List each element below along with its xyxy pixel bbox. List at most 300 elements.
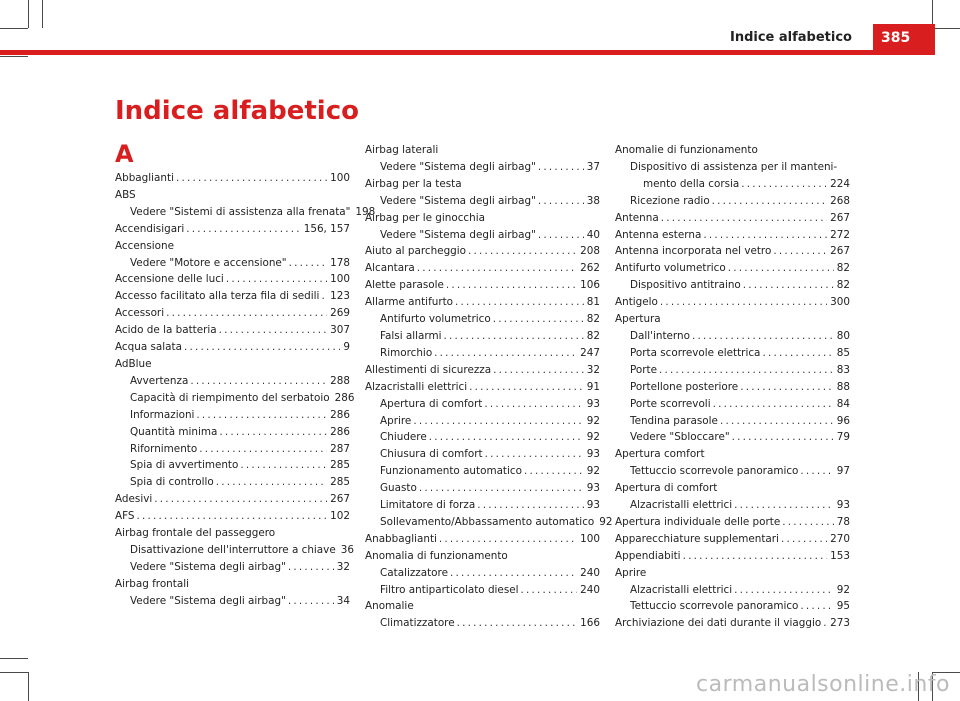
header-rule: [0, 50, 935, 55]
index-entry: [615, 294, 850, 311]
index-term: Alzacristalli elettrici: [630, 583, 733, 596]
index-entry: [115, 457, 350, 474]
index-page-ref[interactable]: 286: [330, 425, 350, 438]
index-term: Rimorchio: [380, 346, 433, 359]
dot-leader: [164, 305, 327, 322]
index-term: Vedere "Sistema degli airbag": [380, 160, 536, 173]
dot-leader: [711, 396, 834, 413]
index-term: Porte: [630, 363, 657, 376]
index-term: Informazioni: [130, 408, 195, 421]
dot-leader: [174, 170, 327, 187]
index-page-ref[interactable]: 273: [830, 617, 850, 630]
index-term: Dispositivo antitraino: [630, 279, 741, 292]
index-term: Avvertenza: [130, 374, 189, 387]
index-term: Spia di controllo: [130, 476, 214, 489]
index-entry: [615, 362, 850, 379]
index-term: Anomalia di funzionamento: [365, 549, 508, 562]
index-term: Apparecchiature supplementari: [615, 532, 779, 545]
index-page-ref[interactable]: 92: [836, 583, 850, 596]
index-entry: [365, 328, 600, 345]
index-term: Antenna esterna: [615, 228, 702, 241]
index-page-ref[interactable]: 93: [836, 499, 850, 512]
index-term: Filtro antiparticolato diesel: [380, 583, 519, 596]
index-term: Ricezione radio: [630, 194, 710, 207]
dot-leader: [658, 294, 827, 311]
index-page-ref[interactable]: 224: [830, 177, 850, 190]
index-page-ref[interactable]: 300: [830, 296, 850, 309]
index-page-ref[interactable]: 267: [830, 245, 850, 258]
index-term: Adesivi: [115, 493, 153, 506]
index-entry: [115, 576, 350, 593]
index-page-ref[interactable]: 84: [836, 397, 850, 410]
index-page-ref[interactable]: 34: [336, 594, 350, 607]
dot-leader: [798, 463, 833, 480]
index-page-ref[interactable]: 285: [330, 476, 350, 489]
watermark: carmanualsonline.info: [696, 672, 950, 697]
index-entry: [115, 204, 376, 221]
index-entry: [115, 255, 350, 272]
index-term: Antifurto volumetrico: [615, 262, 726, 275]
index-term: Anabbaglianti: [365, 532, 437, 545]
index-page-ref[interactable]: 92: [586, 431, 600, 444]
dot-leader: [536, 159, 584, 176]
index-page-ref[interactable]: 240: [580, 583, 600, 596]
page-title: Indice alfabetico: [115, 96, 359, 126]
index-page-ref[interactable]: 123: [330, 290, 350, 303]
dot-leader: [732, 582, 834, 599]
dot-leader: [659, 210, 827, 227]
index-entry: [365, 277, 600, 294]
index-page-ref[interactable]: 208: [580, 245, 600, 258]
index-page-ref[interactable]: 106: [580, 279, 600, 292]
dot-leader: [455, 615, 578, 632]
index-page-ref[interactable]: 285: [330, 459, 350, 472]
index-term: Rifornimento: [130, 442, 198, 455]
index-entry: [115, 288, 350, 305]
index-term: Porta scorrevole elettrica: [630, 346, 761, 359]
dot-leader: [238, 457, 327, 474]
index-page-ref[interactable]: 38: [586, 194, 600, 207]
index-page-ref[interactable]: 93: [586, 499, 600, 512]
dot-leader: [286, 559, 334, 576]
index-entry: [115, 170, 350, 187]
index-term: Apertura: [615, 313, 661, 326]
index-term: AdBlue: [115, 357, 152, 370]
index-entry: [365, 210, 600, 227]
dot-leader: [738, 379, 834, 396]
index-term: Acido de la batteria: [115, 324, 217, 337]
index-term: Chiudere: [380, 431, 427, 444]
index-term: Allestimenti di sicurezza: [365, 363, 492, 376]
index-term: Accendisigari: [115, 222, 185, 235]
index-term: Funzionamento automatico: [380, 465, 522, 478]
dot-leader: [690, 328, 834, 345]
index-term: Alzacristalli elettrici: [630, 499, 733, 512]
index-entry: [115, 559, 350, 576]
index-term: Airbag laterali: [365, 144, 439, 156]
index-entry: [615, 227, 850, 244]
index-page-ref[interactable]: 81: [586, 296, 600, 309]
index-page-ref[interactable]: 307: [330, 324, 350, 337]
index-entry: [115, 339, 350, 356]
index-entry: [615, 277, 850, 294]
index-page-ref[interactable]: 288: [330, 374, 350, 387]
index-entry: [115, 356, 350, 373]
index-column-1: [115, 170, 376, 610]
index-term: mento della corsia: [643, 177, 740, 190]
index-entry: [365, 362, 600, 379]
index-page-ref[interactable]: 286: [330, 408, 350, 421]
index-page-ref[interactable]: 287: [330, 442, 350, 455]
dot-leader: [681, 548, 828, 565]
index-entry: [365, 548, 600, 565]
index-page-ref[interactable]: 32: [336, 560, 350, 573]
index-term: Vedere "Motore e accensione": [130, 256, 287, 269]
index-page-ref[interactable]: 79: [836, 431, 850, 444]
index-page-ref[interactable]: 36: [340, 543, 354, 556]
index-entry: [615, 446, 850, 463]
index-term: Accensione delle luci: [115, 273, 224, 286]
dot-leader: [135, 508, 328, 525]
index-term: Antenna incorporata nel vetro: [615, 245, 772, 258]
index-term: Chiusura di comfort: [380, 448, 483, 461]
index-entry: [365, 582, 600, 599]
index-entry: [615, 311, 850, 328]
index-entry: [365, 497, 600, 514]
index-term: Apertura di comfort: [615, 482, 718, 495]
index-entry: [365, 531, 600, 548]
index-entry: [365, 260, 600, 277]
index-term: Sollevamento/Abbassamento automatico: [380, 515, 595, 528]
index-page-ref[interactable]: 100: [580, 532, 600, 545]
index-page-ref[interactable]: 178: [330, 256, 350, 269]
index-page-ref[interactable]: 262: [580, 262, 600, 275]
index-entry: [615, 565, 850, 582]
index-term: Portellone posteriore: [630, 380, 739, 393]
index-page-ref[interactable]: 83: [836, 363, 850, 376]
dot-leader: [286, 593, 334, 610]
crop-mark: [28, 0, 29, 28]
index-term: Vedere "Sistema degli airbag": [130, 560, 286, 573]
index-entry: [115, 322, 350, 339]
index-term: Acqua salata: [115, 341, 182, 354]
dot-leader: [188, 373, 327, 390]
index-term: Allarme antifurto: [365, 296, 454, 309]
dot-leader: [432, 345, 577, 362]
index-page-ref[interactable]: 267: [330, 493, 350, 506]
index-entry: [615, 582, 850, 599]
index-page-ref[interactable]: 37: [586, 160, 600, 173]
index-entry: [365, 159, 600, 176]
dot-leader: [739, 176, 827, 193]
index-entry: [365, 311, 600, 328]
index-term: Falsi allarmi: [380, 329, 442, 342]
index-term: Alcantara: [365, 262, 415, 275]
index-page-ref[interactable]: 272: [830, 228, 850, 241]
index-entry: [365, 227, 600, 244]
dot-leader: [467, 379, 584, 396]
index-entry: [115, 407, 350, 424]
index-term: Antigelo: [615, 296, 658, 309]
index-term: Tettuccio scorrevole panoramico: [630, 465, 799, 478]
index-page-ref[interactable]: 88: [836, 380, 850, 393]
index-entry: [615, 260, 850, 277]
dot-leader: [475, 497, 584, 514]
index-page-ref[interactable]: 91: [586, 380, 600, 393]
index-entry: [365, 615, 600, 632]
index-term: Anomalie: [365, 600, 414, 613]
index-page-ref[interactable]: 82: [836, 279, 850, 292]
index-entry: [615, 548, 850, 565]
dot-leader: [427, 429, 584, 446]
index-entry: [115, 441, 350, 458]
crop-mark: [0, 56, 28, 57]
dot-leader: [217, 424, 327, 441]
index-page-ref[interactable]: 80: [836, 329, 850, 342]
dot-leader: [214, 474, 327, 491]
index-term: Limitatore di forza: [380, 499, 476, 512]
dot-leader: [194, 407, 327, 424]
dot-leader: [732, 497, 834, 514]
index-entry: [365, 565, 600, 582]
index-column-3: [615, 142, 850, 632]
index-term: Dispositivo di assistenza per il manteni-: [630, 160, 838, 173]
dot-leader: [152, 491, 327, 508]
index-entry: [615, 243, 850, 260]
index-entry: [365, 176, 600, 193]
index-page-ref[interactable]: 82: [586, 329, 600, 342]
index-entry: [365, 379, 600, 396]
index-term: Airbag per la testa: [365, 177, 462, 190]
index-page-ref[interactable]: 82: [836, 262, 850, 275]
dot-leader: [466, 243, 577, 260]
index-page-ref[interactable]: 286: [334, 391, 355, 404]
index-term: Airbag per le ginocchia: [365, 211, 485, 224]
index-page-ref[interactable]: 247: [580, 346, 600, 359]
index-entry: [615, 176, 850, 193]
dot-leader: [522, 463, 584, 480]
index-page-ref[interactable]: 93: [586, 482, 600, 495]
index-entry: [115, 305, 350, 322]
index-entry: [615, 531, 850, 548]
dot-leader: [536, 227, 584, 244]
index-page-ref[interactable]: 9: [343, 341, 350, 354]
dot-leader: [482, 396, 583, 413]
index-term: Aiuto al parcheggio: [365, 245, 467, 258]
dot-leader: [415, 260, 577, 277]
index-entry: [115, 525, 350, 542]
crop-mark: [42, 0, 43, 28]
index-term: Anomalie di funzionamento: [615, 144, 758, 156]
page-number: 385: [873, 24, 935, 55]
index-term: Vedere "Sistema degli airbag": [380, 194, 536, 207]
index-term: Disattivazione dell'interruttore a chiave: [130, 543, 336, 556]
index-term: Aprire: [380, 414, 412, 427]
dot-leader: [319, 288, 327, 305]
index-entry: [365, 480, 600, 497]
dot-leader: [718, 413, 834, 430]
dot-leader: [780, 514, 834, 531]
index-term: Alette parasole: [365, 279, 444, 292]
index-page-ref[interactable]: 92: [586, 465, 600, 478]
dot-leader: [411, 413, 583, 430]
index-term: Archiviazione dei dati durante il viaggio: [615, 617, 822, 630]
index-term: Tettuccio scorrevole panoramico: [630, 600, 799, 613]
index-term: Vedere "Sistemi di assistenza alla frenata": [130, 205, 351, 218]
index-page-ref[interactable]: 95: [836, 600, 850, 613]
index-term: Vedere "Sbloccare": [630, 431, 730, 444]
index-entry: [615, 193, 850, 210]
index-term: Vedere "Sistema degli airbag": [380, 228, 536, 241]
crop-mark: [0, 658, 28, 659]
index-entry: [365, 294, 600, 311]
dot-leader: [444, 277, 577, 294]
index-page-ref[interactable]: 156, 157: [303, 222, 350, 235]
index-page-ref[interactable]: 40: [586, 228, 600, 241]
index-page-ref[interactable]: 78: [836, 515, 850, 528]
dot-leader: [184, 221, 300, 238]
index-term: Catalizzatore: [380, 566, 448, 579]
index-entry: [615, 159, 850, 176]
index-entry: [615, 615, 850, 632]
index-entry: [115, 238, 350, 255]
index-term: Apertura di comfort: [380, 397, 483, 410]
index-term: Appendiabiti: [615, 549, 681, 562]
dot-leader: [798, 598, 833, 615]
index-page-ref[interactable]: 97: [836, 465, 850, 478]
index-page-ref[interactable]: 92: [599, 515, 613, 528]
index-page-ref[interactable]: 100: [330, 172, 350, 184]
index-term: Tendina parasole: [630, 414, 718, 427]
index-term: Abbaglianti: [115, 172, 174, 184]
dot-leader: [491, 311, 584, 328]
index-page-ref[interactable]: 93: [586, 448, 600, 461]
index-entry: [615, 379, 850, 396]
index-entry: [615, 328, 850, 345]
index-page-ref[interactable]: 32: [586, 363, 600, 376]
index-page-ref[interactable]: 92: [586, 414, 600, 427]
dot-leader: [182, 339, 340, 356]
index-term: Airbag frontale del passeggero: [115, 527, 276, 540]
index-term: Dall'interno: [630, 329, 690, 342]
dot-leader: [448, 565, 577, 582]
index-term: Aprire: [615, 566, 647, 579]
dot-leader: [224, 271, 327, 288]
index-term: Porte scorrevoli: [630, 397, 711, 410]
index-entry: [615, 142, 850, 159]
dot-leader: [741, 277, 834, 294]
crop-mark: [0, 28, 28, 29]
dot-leader: [657, 362, 834, 379]
index-term: AFS: [115, 510, 135, 523]
index-page-ref[interactable]: 102: [330, 510, 350, 523]
dot-leader: [536, 193, 584, 210]
index-term: Apertura individuale delle porte: [615, 515, 781, 528]
index-term: Accessori: [115, 307, 165, 320]
index-entry: [615, 413, 850, 430]
index-term: Airbag frontali: [115, 577, 189, 590]
index-entry: [365, 429, 600, 446]
dot-leader: [437, 531, 577, 548]
index-entry: [365, 463, 600, 480]
dot-leader: [779, 531, 827, 548]
index-page-ref[interactable]: 85: [836, 346, 850, 359]
dot-leader: [217, 322, 327, 339]
index-page-ref[interactable]: 93: [586, 397, 600, 410]
index-entry: [365, 413, 600, 430]
index-column-2: [365, 142, 613, 632]
index-entry: [115, 187, 350, 204]
index-entry: [115, 373, 350, 390]
dot-leader: [483, 446, 584, 463]
index-term: Accensione: [115, 239, 174, 252]
dot-leader: [417, 480, 584, 497]
dot-leader: [197, 441, 327, 458]
index-entry: [615, 463, 850, 480]
index-entry: [615, 497, 850, 514]
crop-mark: [932, 28, 960, 29]
index-page-ref[interactable]: 96: [836, 414, 850, 427]
dot-leader: [287, 255, 328, 272]
index-term: Antenna: [615, 211, 659, 224]
index-page-ref[interactable]: 240: [580, 566, 600, 579]
dot-leader: [453, 294, 584, 311]
index-entry: [365, 396, 600, 413]
index-entry: [115, 221, 350, 238]
index-page-ref[interactable]: 166: [580, 617, 600, 630]
index-entry: [365, 142, 600, 159]
index-term: Capacità di riempimento del serbatoio: [130, 391, 330, 404]
dot-leader: [760, 345, 833, 362]
index-term: Climatizzatore: [380, 617, 455, 630]
index-entry: [115, 491, 350, 508]
index-entry: [365, 598, 600, 615]
index-page-ref[interactable]: 267: [830, 211, 850, 224]
index-entry: [615, 345, 850, 362]
index-entry: [115, 474, 350, 491]
index-entry: [365, 446, 600, 463]
index-entry: [115, 390, 355, 407]
index-term: Alzacristalli elettrici: [365, 380, 468, 393]
index-term: Apertura comfort: [615, 448, 705, 461]
crop-mark: [28, 672, 29, 701]
index-term: ABS: [115, 188, 136, 201]
dot-leader: [730, 429, 834, 446]
index-page-ref[interactable]: 270: [830, 532, 850, 545]
dot-leader: [491, 362, 584, 379]
index-entry: [615, 210, 850, 227]
index-page-ref[interactable]: 153: [830, 549, 850, 562]
index-entry: [115, 508, 350, 525]
index-page-ref[interactable]: 269: [330, 307, 350, 320]
index-entry: [615, 429, 850, 446]
index-entry: [615, 598, 850, 615]
index-page-ref[interactable]: 100: [330, 273, 350, 286]
index-entry: [115, 271, 350, 288]
index-term: Vedere "Sistema degli airbag": [130, 594, 286, 607]
index-entry: [115, 424, 350, 441]
index-page-ref[interactable]: 198: [355, 205, 376, 218]
index-entry: [115, 593, 350, 610]
index-entry: [365, 243, 600, 260]
index-entry: [365, 193, 600, 210]
crop-mark: [0, 672, 28, 673]
dot-leader: [701, 227, 827, 244]
index-page-ref[interactable]: 268: [830, 194, 850, 207]
index-page-ref[interactable]: 82: [586, 313, 600, 326]
index-entry: [365, 345, 600, 362]
index-term: Guasto: [380, 482, 417, 495]
